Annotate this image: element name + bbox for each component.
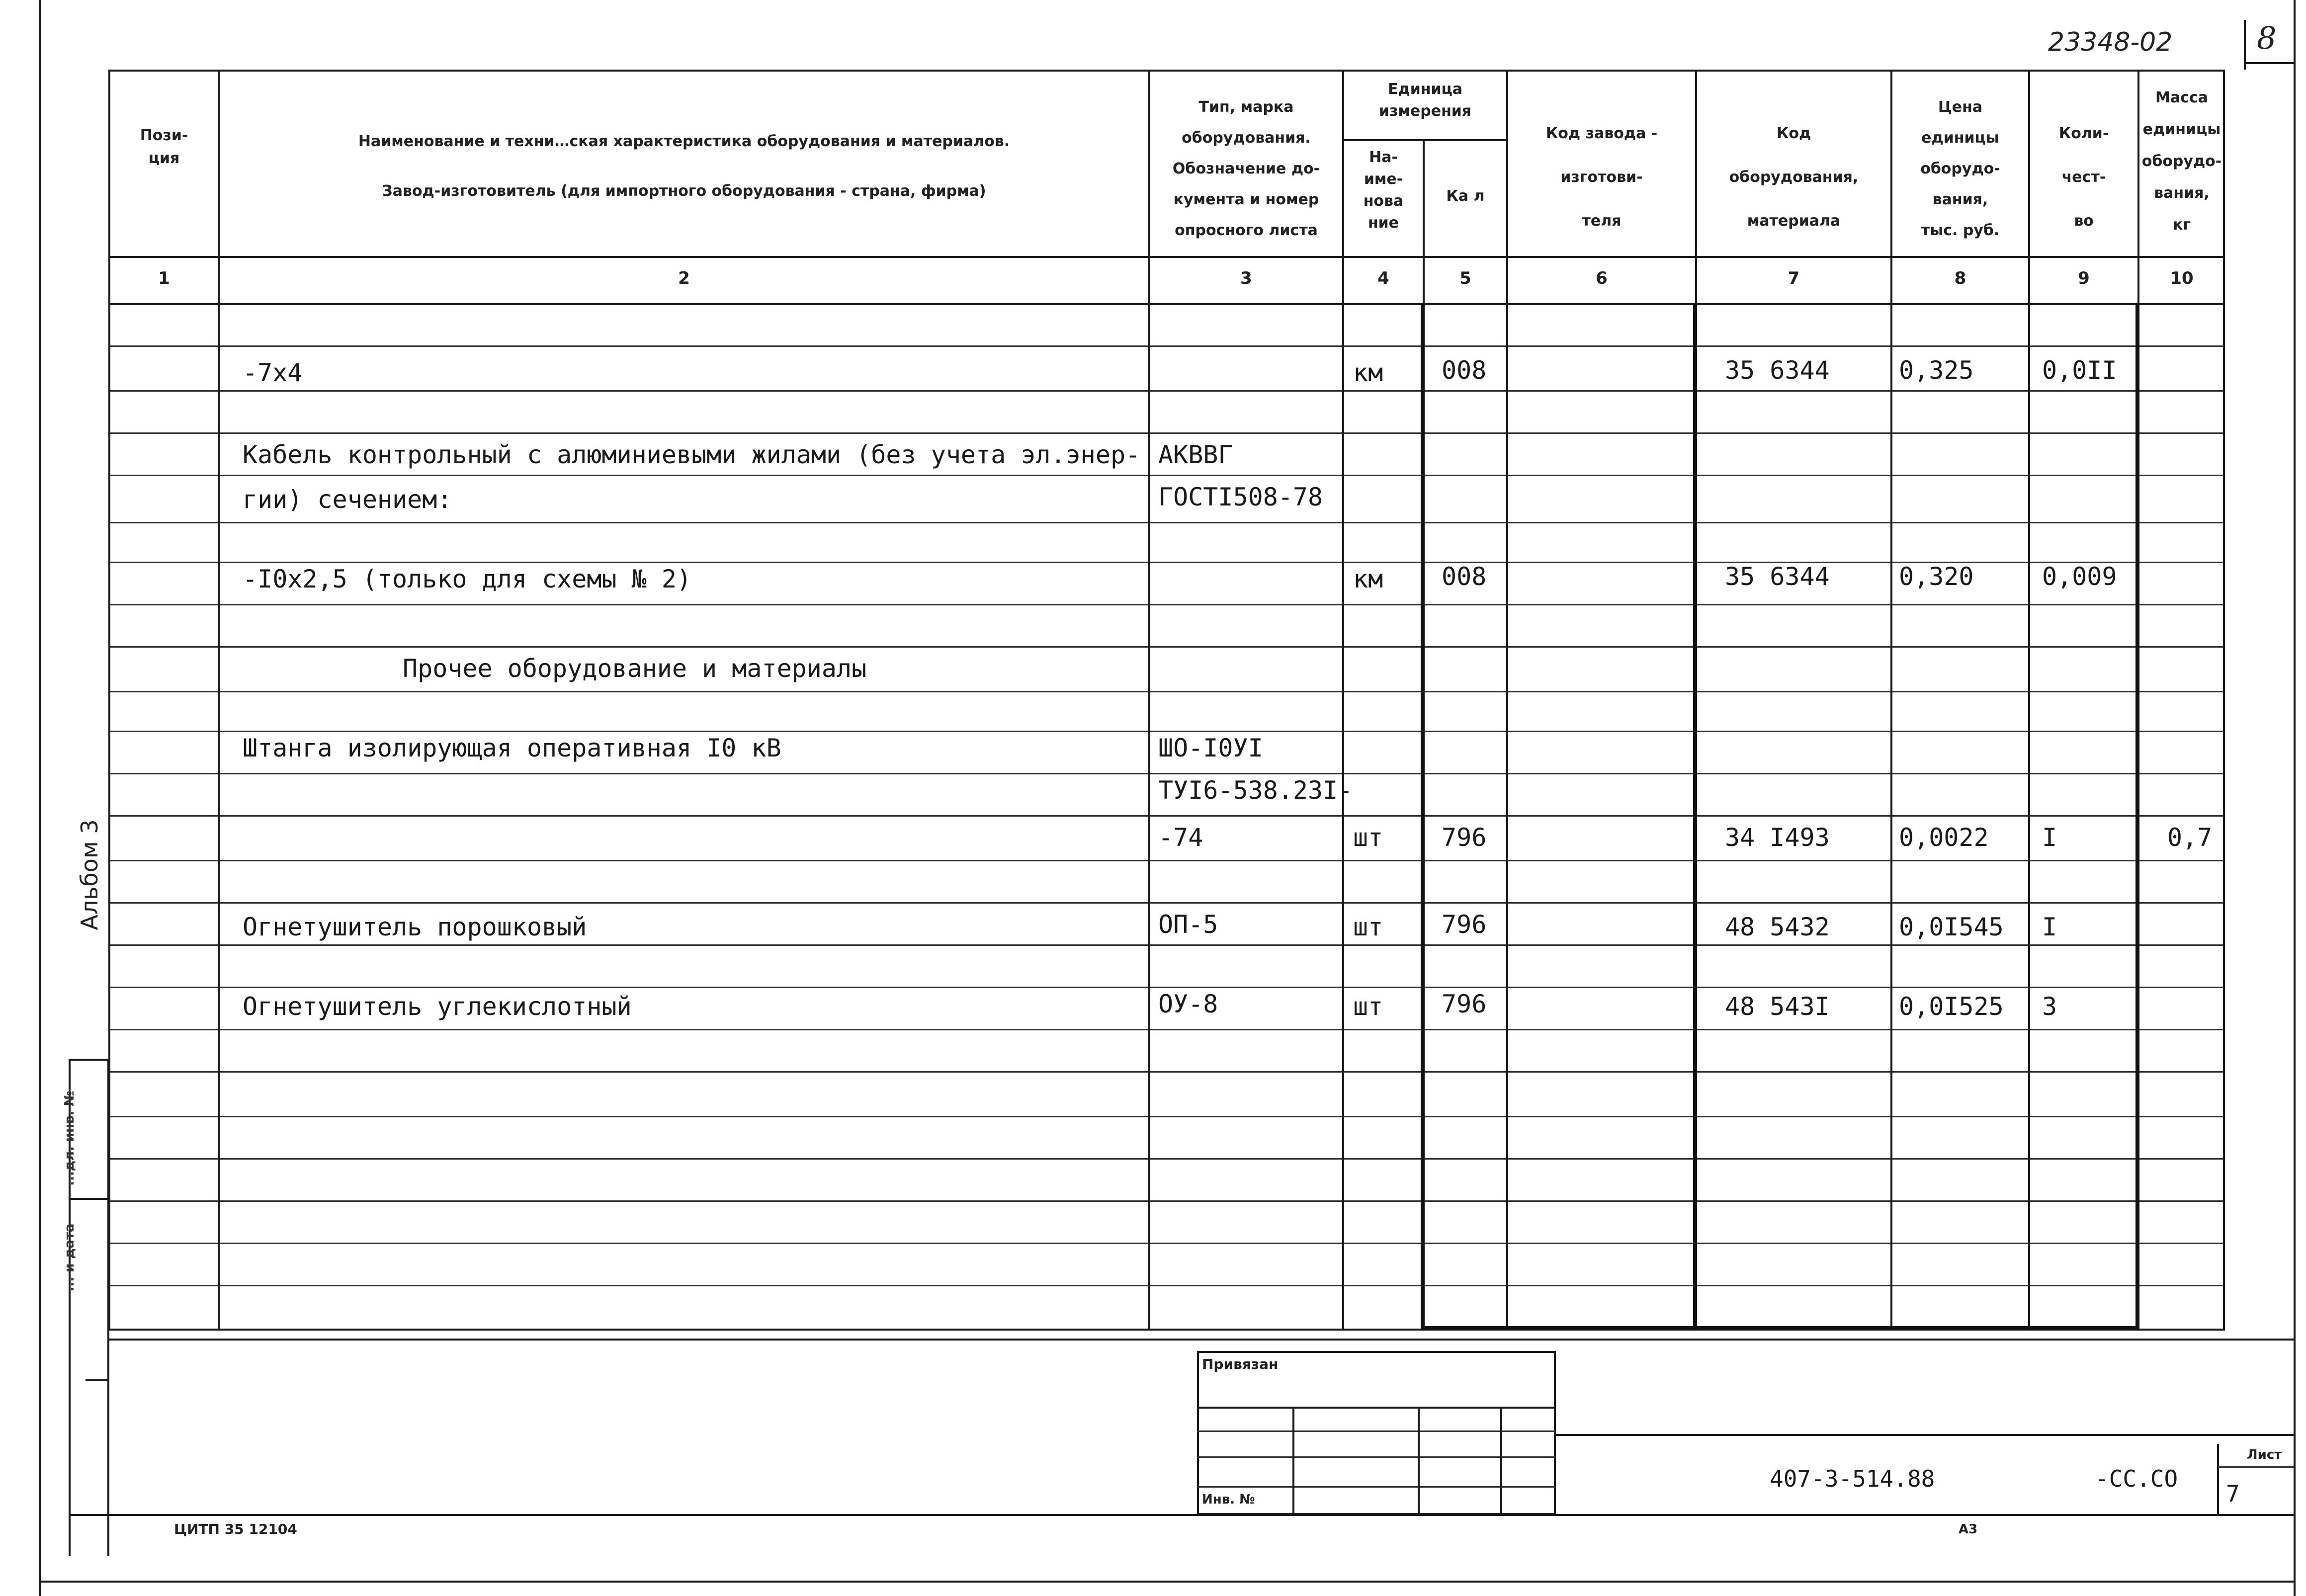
- thick-box-left: [1421, 304, 1425, 1331]
- code-block-line: [1556, 1434, 2294, 1436]
- col-number: 5: [1459, 268, 1471, 288]
- side-stamp-line: [69, 1198, 108, 1200]
- row-7x4-name: -7х4: [243, 358, 303, 387]
- title-block-top-line: [108, 1339, 2294, 1341]
- row-line: [108, 345, 2225, 347]
- row-10x25-unit: км: [1353, 565, 1383, 593]
- side-stamp-line: [69, 1059, 108, 1061]
- side-inv-label: ...дл. инв. №: [62, 1091, 77, 1186]
- row-line: [108, 522, 2225, 523]
- col-line: [2028, 70, 2030, 1331]
- row-line: [108, 1158, 2225, 1160]
- row-line: [108, 815, 2225, 817]
- row-line: [108, 902, 2225, 904]
- side-stamp-line: [107, 1059, 109, 1556]
- row-co2-code: 48 543I: [1725, 992, 1830, 1021]
- header-name: Наименование и техни…ская характеристика оборудования и материалов. Завод-изготовитель (для импортного оборудования - страна, фирма): [358, 133, 1010, 200]
- drawing-suffix: -СС.СО: [2095, 1465, 2178, 1492]
- row-10x25-code: 35 6344: [1725, 562, 1830, 591]
- header-unit-name: На- име- нова ние: [1363, 149, 1404, 232]
- col-line: [2223, 70, 2225, 1331]
- header-type: Тип, марка оборудования. Обозначение до- кумента и номер опросного листа: [1172, 98, 1320, 239]
- row-rod-qty: I: [2042, 823, 2057, 852]
- header-price: Цена единицы оборудо- вания, тыс. руб.: [1920, 98, 2000, 239]
- header-position: Пози- ция: [140, 127, 188, 167]
- album-label-box: [60, 785, 119, 964]
- row-rod-type-2: ТУI6-538.23I-: [1158, 776, 1353, 805]
- row-line: [108, 1200, 2225, 1202]
- row-rod-price: 0,0022: [1899, 823, 1989, 852]
- row-line: [108, 860, 2225, 861]
- row-powder-code: 48 5432: [1725, 913, 1830, 941]
- row-rod-unit-code: 796: [1442, 823, 1487, 852]
- row-10x25-name: -I0х2,5 (только для схемы № 2): [243, 565, 692, 593]
- list-number: 7: [2226, 1480, 2240, 1507]
- row-powder-unit-code: 796: [1442, 910, 1487, 939]
- row-line: [108, 646, 2225, 648]
- row-line: [108, 604, 2225, 605]
- row-co2-unit: шт: [1353, 992, 1383, 1021]
- col-line: [218, 70, 220, 1331]
- row-co2-name: Огнетушитель углекислотный: [243, 992, 632, 1021]
- row-7x4-price: 0,325: [1899, 356, 1974, 385]
- title-block-bottom-line: [69, 1514, 2294, 1516]
- row-cable-name-2: гии) сечением:: [243, 485, 452, 514]
- side-inv-box: [50, 1084, 89, 1193]
- header-equipment-code: Код оборудования, материала: [1729, 125, 1859, 230]
- sheet-number: 8: [2257, 20, 2277, 56]
- row-line: [108, 691, 2225, 692]
- row-7x4-unit-code: 008: [1442, 356, 1487, 385]
- col-line: [1148, 70, 1150, 1331]
- album-label: Альбом 3: [76, 819, 103, 930]
- row-rod-type-1: ШО-I0УI: [1158, 734, 1263, 762]
- row-line: [108, 475, 2225, 476]
- thick-box-mid: [1693, 304, 1697, 1331]
- col-number: 10: [2170, 268, 2194, 288]
- col-line: [1890, 70, 1892, 1331]
- attached-label: Привязан: [1202, 1356, 1279, 1372]
- header-factory-code: Код завода - изготови- теля: [1545, 125, 1658, 230]
- number-row-bottom-line: [108, 303, 2225, 305]
- row-10x25-unit-code: 008: [1442, 562, 1487, 591]
- stamp-col: [1500, 1407, 1502, 1514]
- row-powder-qty: I: [2042, 913, 2057, 941]
- row-rod-unit: шт: [1353, 823, 1383, 852]
- row-line: [108, 944, 2225, 946]
- drawing-code: 407-3-514.88: [1770, 1465, 1935, 1492]
- side-date-label: ... и дата: [62, 1223, 77, 1292]
- thick-box-right: [2135, 304, 2139, 1331]
- doc-number: 23348-02: [2048, 27, 2173, 57]
- stamp-col: [1418, 1407, 1420, 1514]
- row-powder-unit: шт: [1353, 913, 1383, 941]
- row-co2-unit-code: 796: [1442, 990, 1487, 1018]
- row-rod-mass: 0,7: [2167, 823, 2213, 852]
- row-cable-type-1: АКВВГ: [1158, 440, 1233, 469]
- row-co2-type: ОУ-8: [1158, 990, 1218, 1018]
- list-label: Лист: [2247, 1447, 2282, 1462]
- side-stamp-tick: [85, 1379, 108, 1381]
- row-line: [108, 987, 2225, 988]
- row-line: [108, 1071, 2225, 1073]
- bottom-margin-line: [39, 1581, 2296, 1583]
- row-powder-price: 0,0I545: [1899, 913, 2004, 941]
- header-bottom-line: [108, 256, 2225, 258]
- list-box-left: [2217, 1444, 2219, 1514]
- row-line: [108, 773, 2225, 774]
- row-7x4-unit: км: [1353, 358, 1383, 387]
- sheet-box-bottom: [2244, 62, 2296, 64]
- row-cable-type-2: ГОСТI508-78: [1158, 483, 1323, 511]
- section-heading-other: Прочее оборудование и материалы: [403, 654, 867, 683]
- col-number: 3: [1240, 268, 1252, 288]
- thick-box-bottom: [1421, 1326, 2139, 1330]
- row-10x25-price: 0,320: [1899, 562, 1974, 591]
- col-number: 7: [1788, 268, 1800, 288]
- inv-label: Инв. №: [1202, 1492, 1255, 1507]
- stamp-col: [1292, 1407, 1294, 1514]
- row-co2-price: 0,0I525: [1899, 992, 2004, 1021]
- row-rod-name: Штанга изолирующая оперативная I0 кВ: [243, 734, 781, 762]
- side-date-box: [50, 1213, 89, 1302]
- row-cable-name-1: Кабель контрольный с алюминиевыми жилами (без учета эл.энер-: [243, 440, 1141, 469]
- right-margin-line: [2294, 0, 2296, 1596]
- row-line: [108, 1243, 2225, 1244]
- list-box-line: [2217, 1466, 2294, 1468]
- row-powder-type: ОП-5: [1158, 910, 1218, 939]
- row-line: [108, 432, 2225, 434]
- row-rod-type-3: -74: [1158, 823, 1203, 852]
- row-powder-name: Огнетушитель порошковый: [243, 913, 587, 941]
- header-unit-group: Единица измерения: [1378, 81, 1472, 120]
- col-number: 6: [1596, 268, 1608, 288]
- left-margin-line: [39, 0, 41, 1596]
- format-label: А3: [1959, 1522, 1978, 1537]
- printer-mark: ЦИТП 35 12104: [174, 1521, 297, 1537]
- header-unit-code: Ка л: [1446, 187, 1485, 205]
- row-line: [108, 390, 2225, 392]
- row-line: [108, 1116, 2225, 1117]
- row-rod-code: 34 I493: [1725, 823, 1830, 852]
- col-line: [1342, 70, 1344, 1331]
- row-line: [108, 1285, 2225, 1286]
- row-line: [108, 731, 2225, 732]
- table-top-line: [108, 70, 2225, 72]
- col-line: [1506, 70, 1508, 1331]
- col-number: 2: [678, 268, 690, 288]
- header-quantity: Коли- чест- во: [2058, 125, 2109, 230]
- row-line: [108, 1029, 2225, 1030]
- col-number: 4: [1377, 268, 1389, 288]
- col-number: 1: [158, 268, 170, 288]
- header-mass: Масса единицы оборудо- вания, кг: [2141, 89, 2222, 234]
- row-co2-qty: 3: [2042, 992, 2057, 1021]
- col-number: 8: [1954, 268, 1966, 288]
- row-10x25-qty: 0,009: [2042, 562, 2117, 591]
- col-number: 9: [2078, 268, 2090, 288]
- row-7x4-code: 35 6344: [1725, 356, 1830, 385]
- row-7x4-qty: 0,0II: [2042, 356, 2117, 385]
